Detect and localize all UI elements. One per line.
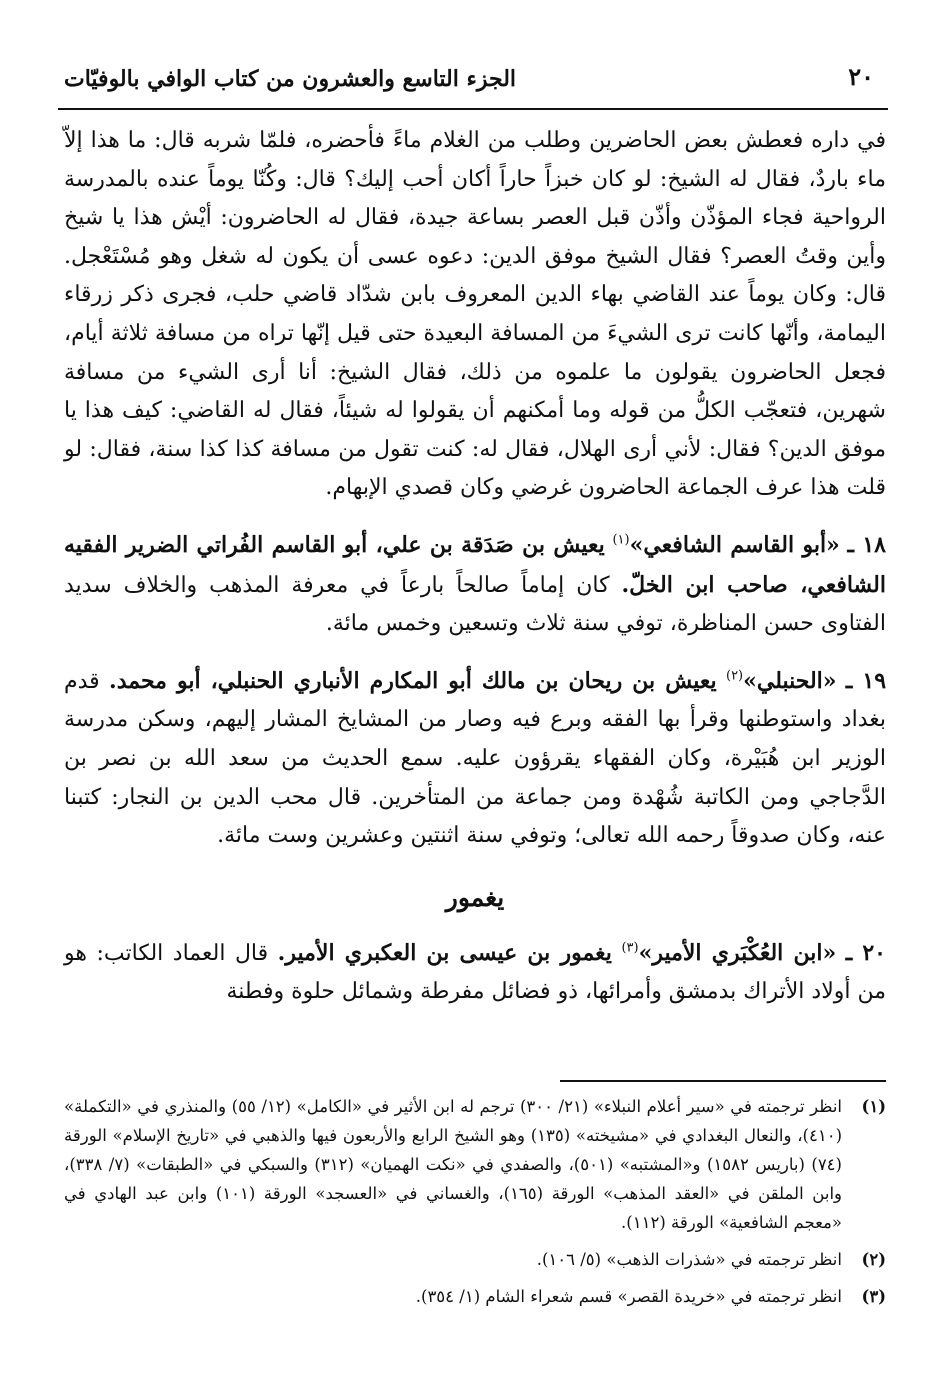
- entry-number: ١٨ ـ: [847, 531, 886, 558]
- footnote-number: (٢): [861, 1250, 886, 1269]
- footnote: [64, 1282, 886, 1311]
- entry-name: يغمور بن عيسى بن العكبري الأمير.: [277, 939, 612, 966]
- footnote: [64, 1092, 886, 1237]
- entry-number: ٢٠ ـ: [845, 939, 886, 966]
- entry-text: قال العماد الكاتب: هو من أولاد الأتراك بدمشق وأمرائها، ذو فضائل مفرطة وشمائل حلوة وفطنة: [64, 940, 886, 1005]
- entry-text: قدم بغداد واستوطنها وقرأ بها الفقه وبرع فيه وصار من المشايخ المشار إليهم، وسكن مدرسة الوزير ابن هُبَيْرة، وكان الفقهاء يقرؤون عليه. سمع الحديث من سعد الله بن نصر بن الدَّجاجي ومن الكاتبة شُهْدة ومن جماعة من المتأخرين. قال محب الدين بن النجار: كتبنا عنه، وكان صدوقاً رحمه الله تعالى؛ وتوفي سنة اثنتين وعشرين وست مائة.: [64, 668, 886, 849]
- main-text: [64, 122, 886, 1012]
- footnote-reference: (٣): [621, 940, 639, 956]
- header-rule: [58, 108, 888, 110]
- running-title: الجزء التاسع والعشرون من كتاب الوافي بالوفيّات: [64, 66, 517, 92]
- entry-headword: «الحنبلي»: [743, 667, 837, 694]
- section-heading: يغمور: [445, 882, 505, 912]
- footnote-text: انظر ترجمته في «شذرات الذهب» (٥/ ١٠٦).: [536, 1250, 842, 1269]
- entry-number: ١٩ ـ: [845, 667, 887, 694]
- footnote-reference: (١): [612, 532, 630, 548]
- footnote-reference: (٢): [725, 668, 744, 684]
- entry-headword: «أبو القاسم الشافعي»: [629, 531, 840, 558]
- entry-text: كان إماماً صالحاً بارعاً في معرفة المذهب والخلاف سديد الفتاوى حسن المناظرة، توفي سنة ثلاث وتسعين وخمس مائة.: [64, 572, 886, 637]
- entry-name: يعيش بن صَدَقة بن علي، أبو القاسم الفُراتي الضرير الفقيه الشافعي، صاحب ابن الخلّ.: [64, 531, 886, 598]
- footnote-rule: [560, 1080, 886, 1082]
- footnote-number: (٣): [861, 1287, 886, 1306]
- footnote-text: انظر ترجمته في «خريدة القصر» قسم شعراء الشام (١/ ٣٥٤).: [415, 1287, 842, 1306]
- footnote: [64, 1245, 886, 1274]
- entry-20: [64, 934, 886, 1012]
- entry-name: يعيش بن ريحان بن مالك أبو المكارم الأنباري الحنبلي، أبو محمد.: [109, 667, 717, 694]
- page-header: [58, 62, 888, 102]
- footnote-number: (١): [861, 1097, 886, 1116]
- footnotes: [64, 1092, 886, 1319]
- entry-19: [64, 662, 886, 856]
- page-number: ٢٠: [848, 62, 874, 91]
- opening-paragraph: في داره فعطش بعض الحاضرين وطلب من الغلام ماءً فأحضره، فلمّا شربه قال: ما هذا إلاّ ماء باردٌ، فقال له الشيخ: لو كان خبزاً حاراً أكان أحب إليك؟ قال: وكُنّا يوماً عنده بالمدرسة الرواحية فجاء المؤذّن وأذّن قبل العصر بساعة جيدة، فقال له الحاضرون: أيْش هذا يا شيخ وأين وقتُ العصر؟ فقال الشيخ موفق الدين: دعوه عسى أن يكون له شغل وهو مُسْتَعْجل. قال: وكان يوماً عند القاضي بهاء الدين المعروف بابن شدّاد قاضي حلب، فجرى ذكر زرقاء اليمامة، وأنّها كانت ترى الشيءَ من المسافة البعيدة حتى قيل إنّها تراه من مسافة ثلاثة أيام، فجعل الحاضرون يقولون ما علموه من ذلك، فقال الشيخ: أنا أرى الشيء من مسافة شهرين، فتعجّب الكلُّ من قوله وما أمكنهم أن يقولوا له شيئاً، فقال له القاضي: كيف هذا يا موفق الدين؟ فقال: لأني أرى الهلال، فقال له: كنت تقول من مسافة كذا كذا سنة، فقال: لو قلت هذا عرف الجماعة الحاضرون غرضي وكان قصدي الإبهام.: [64, 128, 886, 501]
- footnote-text: انظر ترجمته في «سير أعلام النبلاء» (٢١/ ٣٠٠) ترجم له ابن الأثير في «الكامل» (١٢/ ٥٥) والمنذري في «التكملة» (٤١٠)، والنعال البغدادي في «مشيخته» (١٣٥) وهو الشيخ الرابع والأربعون فيها والذهبي في «تاريخ الإسلام» الورقة (٧٤) (باريس ١٥٨٢) و«المشتبه» (٥٠١)، والصفدي في «نكت الهميان» (٣١٢) والسبكي في «الطبقات» (٧/ ٣٣٨)، وابن الملقن في «العقد المذهب» الورقة (١٦٥)، والغساني في «العسجد» الورقة (١٠١) وابن عبد الهادي في «معجم الشافعية» الورقة (١١٢).: [64, 1097, 842, 1232]
- entry-headword: «ابن العُكْبَري الأمير»: [638, 939, 837, 966]
- entry-18: [64, 526, 886, 644]
